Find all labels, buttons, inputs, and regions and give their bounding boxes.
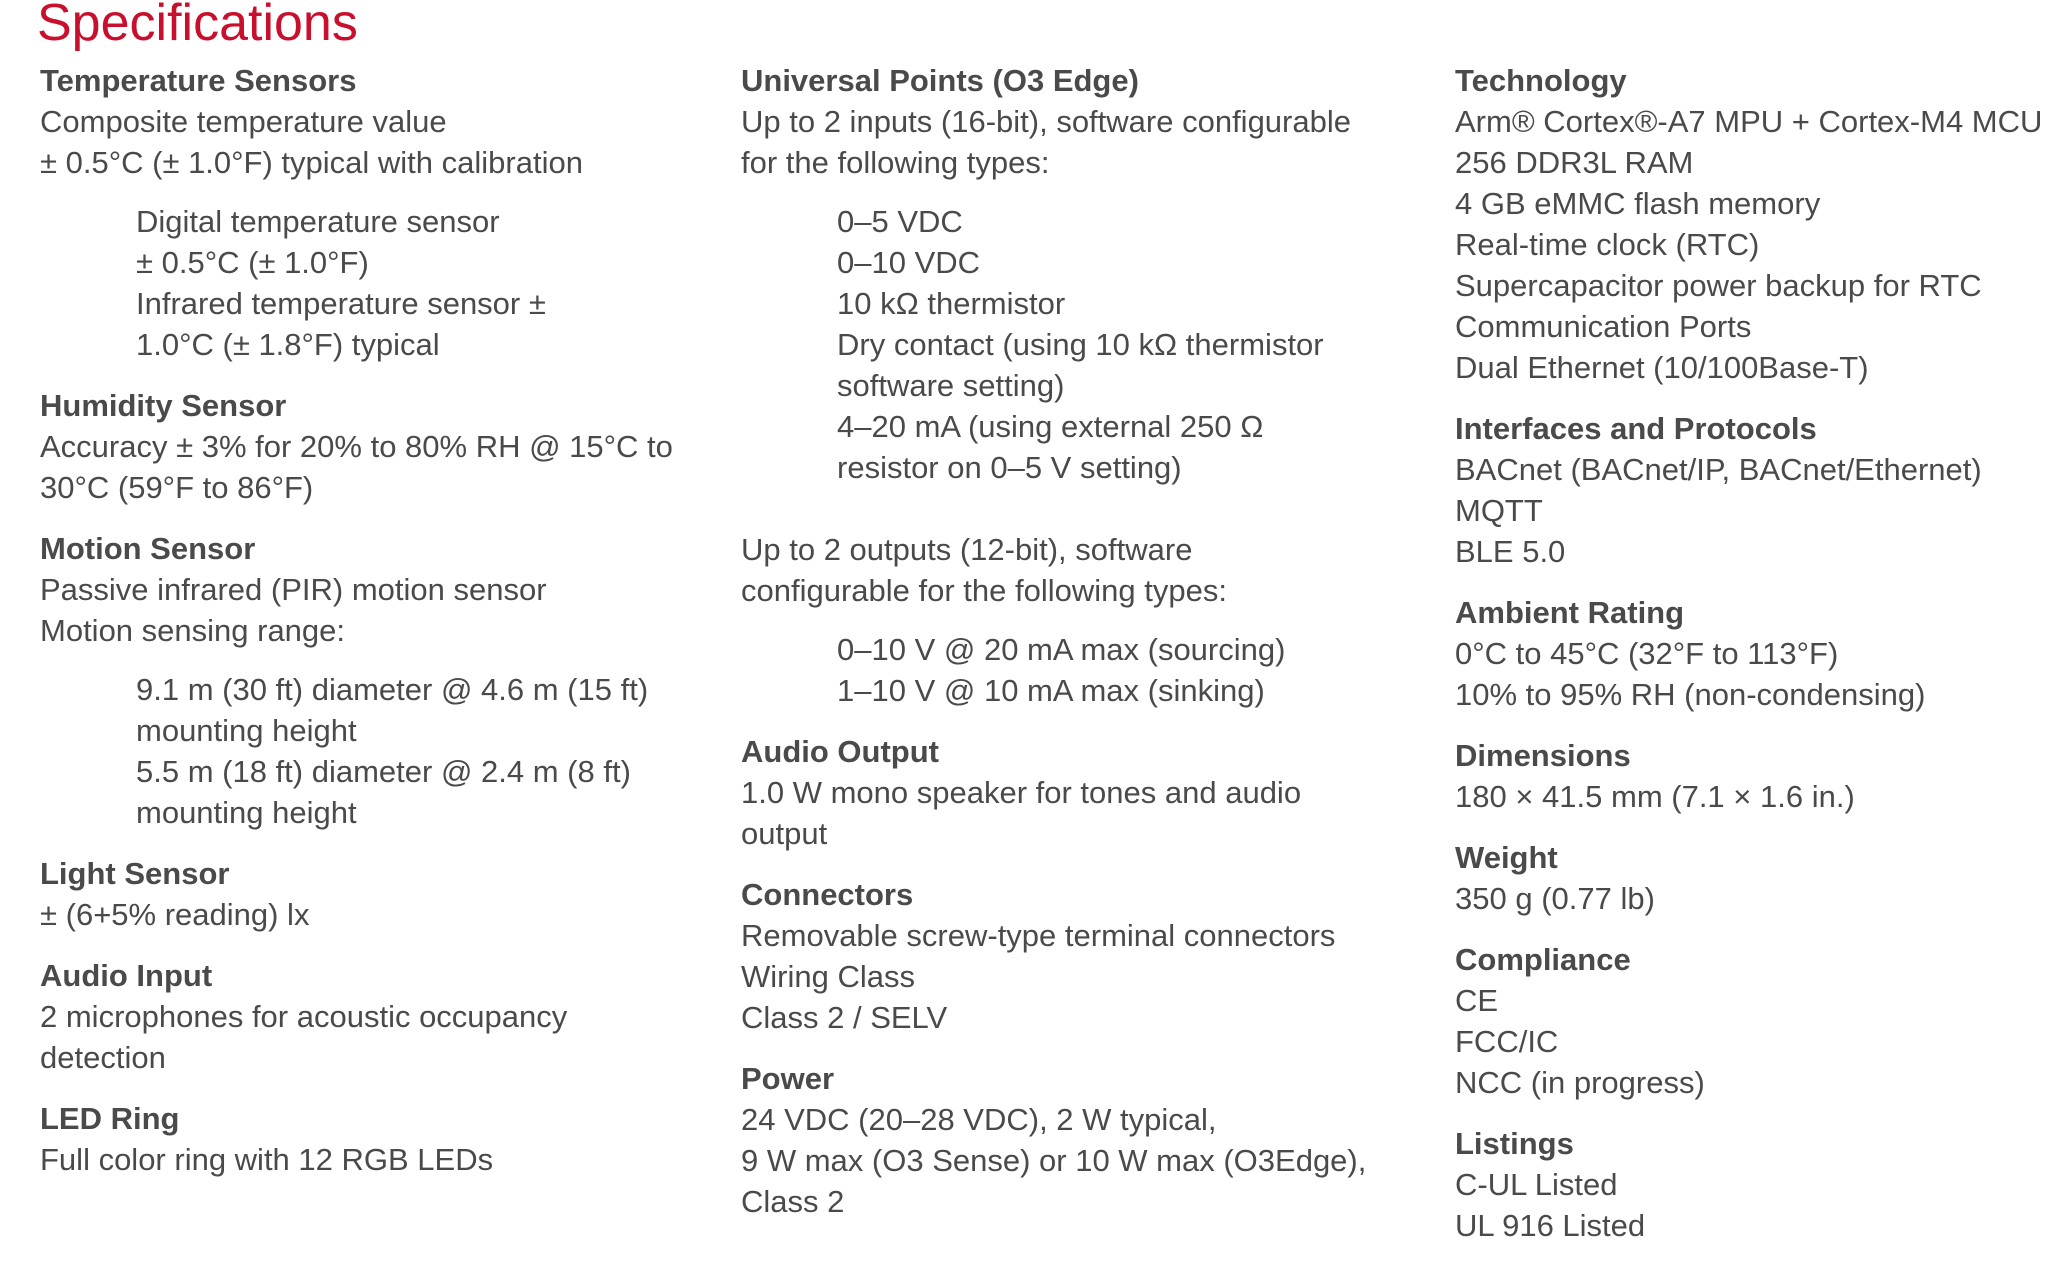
section-heading: Audio Input xyxy=(40,958,213,993)
spec-line: BACnet (BACnet/IP, BACnet/Ethernet) xyxy=(1455,452,1982,487)
section-heading: Power xyxy=(741,1061,835,1096)
spec-subline: mounting height xyxy=(136,795,357,830)
spec-line: Dual Ethernet (10/100Base-T) xyxy=(1455,350,1869,385)
section-temperature-sensors xyxy=(40,60,720,365)
spec-line: for the following types: xyxy=(741,145,1050,180)
section-heading: Dimensions xyxy=(1455,738,1631,773)
spec-line: 0°C to 45°C (32°F to 113°F) xyxy=(1455,636,1839,671)
section-heading: Compliance xyxy=(1455,942,1631,977)
spec-subline: 9.1 m (30 ft) diameter @ 4.6 m (15 ft) xyxy=(136,672,649,707)
spec-subline: 0–5 VDC xyxy=(837,204,963,239)
section-power xyxy=(741,1058,1421,1222)
section-heading: Weight xyxy=(1455,840,1558,875)
spec-line: Passive infrared (PIR) motion sensor xyxy=(40,572,547,607)
spec-line: configurable for the following types: xyxy=(741,573,1227,608)
spec-subline: resistor on 0–5 V setting) xyxy=(837,450,1182,485)
section-heading: Technology xyxy=(1455,63,1627,98)
spec-line: 10% to 95% RH (non-condensing) xyxy=(1455,677,1926,712)
spec-subline: 10 kΩ thermistor xyxy=(837,286,1066,321)
spec-line: 350 g (0.77 lb) xyxy=(1455,881,1655,916)
spec-subline: 4–20 mA (using external 250 Ω xyxy=(837,409,1264,444)
spec-line: Up to 2 inputs (16-bit), software configurable xyxy=(741,104,1351,139)
spec-subline: 0–10 V @ 20 mA max (sourcing) xyxy=(837,632,1286,667)
section-heading: LED Ring xyxy=(40,1101,180,1136)
spec-line: 2 microphones for acoustic occupancy xyxy=(40,999,568,1034)
spec-subline: 0–10 VDC xyxy=(837,245,981,280)
spec-subline: mounting height xyxy=(136,713,357,748)
spec-line: 180 × 41.5 mm (7.1 × 1.6 in.) xyxy=(1455,779,1855,814)
section-audio-input xyxy=(40,955,720,1078)
spec-line: Class 2 / SELV xyxy=(741,1000,948,1035)
section-heading: Temperature Sensors xyxy=(40,63,357,98)
spec-subline: 1–10 V @ 10 mA max (sinking) xyxy=(837,673,1265,708)
spec-line: FCC/IC xyxy=(1455,1024,1559,1059)
spec-line: Real-time clock (RTC) xyxy=(1455,227,1760,262)
page-title: Specifications xyxy=(37,0,358,52)
section-listings xyxy=(1455,1123,2048,1246)
section-heading: Motion Sensor xyxy=(40,531,256,566)
spec-line: NCC (in progress) xyxy=(1455,1065,1705,1100)
spec-subline: software setting) xyxy=(837,368,1065,403)
spec-subline: 5.5 m (18 ft) diameter @ 2.4 m (8 ft) xyxy=(136,754,631,789)
spec-line: Communication Ports xyxy=(1455,309,1752,344)
section-technology xyxy=(1455,60,2048,388)
spec-line: 1.0 W mono speaker for tones and audio xyxy=(741,775,1302,810)
specs-column-2 xyxy=(741,60,1421,1242)
spec-line: 30°C (59°F to 86°F) xyxy=(40,470,314,505)
spec-line: ± 0.5°C (± 1.0°F) typical with calibration xyxy=(40,145,583,180)
specs-column-3 xyxy=(1455,60,2048,1266)
section-heading: Ambient Rating xyxy=(1455,595,1685,630)
spec-line: 24 VDC (20–28 VDC), 2 W typical, xyxy=(741,1102,1217,1137)
section-interfaces-protocols xyxy=(1455,408,2048,572)
spec-line: CE xyxy=(1455,983,1499,1018)
section-connectors xyxy=(741,874,1421,1038)
section-heading: Humidity Sensor xyxy=(40,388,287,423)
spec-line: 4 GB eMMC flash memory xyxy=(1455,186,1821,221)
section-heading: Audio Output xyxy=(741,734,939,769)
spec-line: Wiring Class xyxy=(741,959,915,994)
spacer xyxy=(741,488,1421,529)
section-humidity-sensor xyxy=(40,385,720,508)
spec-line: Removable screw-type terminal connectors xyxy=(741,918,1336,953)
spec-line: C-UL Listed xyxy=(1455,1167,1618,1202)
section-weight xyxy=(1455,837,2048,919)
section-heading: Listings xyxy=(1455,1126,1574,1161)
section-dimensions xyxy=(1455,735,2048,817)
section-heading: Universal Points (O3 Edge) xyxy=(741,63,1139,98)
spec-line: detection xyxy=(40,1040,166,1075)
spec-line: BLE 5.0 xyxy=(1455,534,1566,569)
spec-line: 256 DDR3L RAM xyxy=(1455,145,1694,180)
spec-line: 9 W max (O3 Sense) or 10 W max (O3Edge), xyxy=(741,1143,1367,1178)
spec-subline: Digital temperature sensor xyxy=(136,204,500,239)
section-heading: Light Sensor xyxy=(40,856,230,891)
spec-line: Class 2 xyxy=(741,1184,845,1219)
spec-line: output xyxy=(741,816,828,851)
section-universal-points xyxy=(741,60,1421,711)
section-heading: Interfaces and Protocols xyxy=(1455,411,1817,446)
section-heading: Connectors xyxy=(741,877,914,912)
section-motion-sensor xyxy=(40,528,720,833)
spec-line: Accuracy ± 3% for 20% to 80% RH @ 15°C to xyxy=(40,429,673,464)
spec-line: Motion sensing range: xyxy=(40,613,346,648)
spec-subline: 1.0°C (± 1.8°F) typical xyxy=(136,327,440,362)
section-led-ring xyxy=(40,1098,720,1180)
spec-subline: Dry contact (using 10 kΩ thermistor xyxy=(837,327,1324,362)
spec-line: Supercapacitor power backup for RTC xyxy=(1455,268,1982,303)
spec-line: Composite temperature value xyxy=(40,104,447,139)
section-compliance xyxy=(1455,939,2048,1103)
spec-line: Up to 2 outputs (12-bit), software xyxy=(741,532,1193,567)
spec-line: Full color ring with 12 RGB LEDs xyxy=(40,1142,494,1177)
spec-line: ± (6+5% reading) lx xyxy=(40,897,310,932)
spec-subline: Infrared temperature sensor ± xyxy=(136,286,546,321)
spec-line: UL 916 Listed xyxy=(1455,1208,1646,1243)
spec-line: Arm® Cortex®-A7 MPU + Cortex-M4 MCU xyxy=(1455,104,2043,139)
spec-subline: ± 0.5°C (± 1.0°F) xyxy=(136,245,369,280)
section-audio-output xyxy=(741,731,1421,854)
section-ambient-rating xyxy=(1455,592,2048,715)
spec-line: MQTT xyxy=(1455,493,1543,528)
section-light-sensor xyxy=(40,853,720,935)
specs-column-1 xyxy=(40,60,720,1200)
